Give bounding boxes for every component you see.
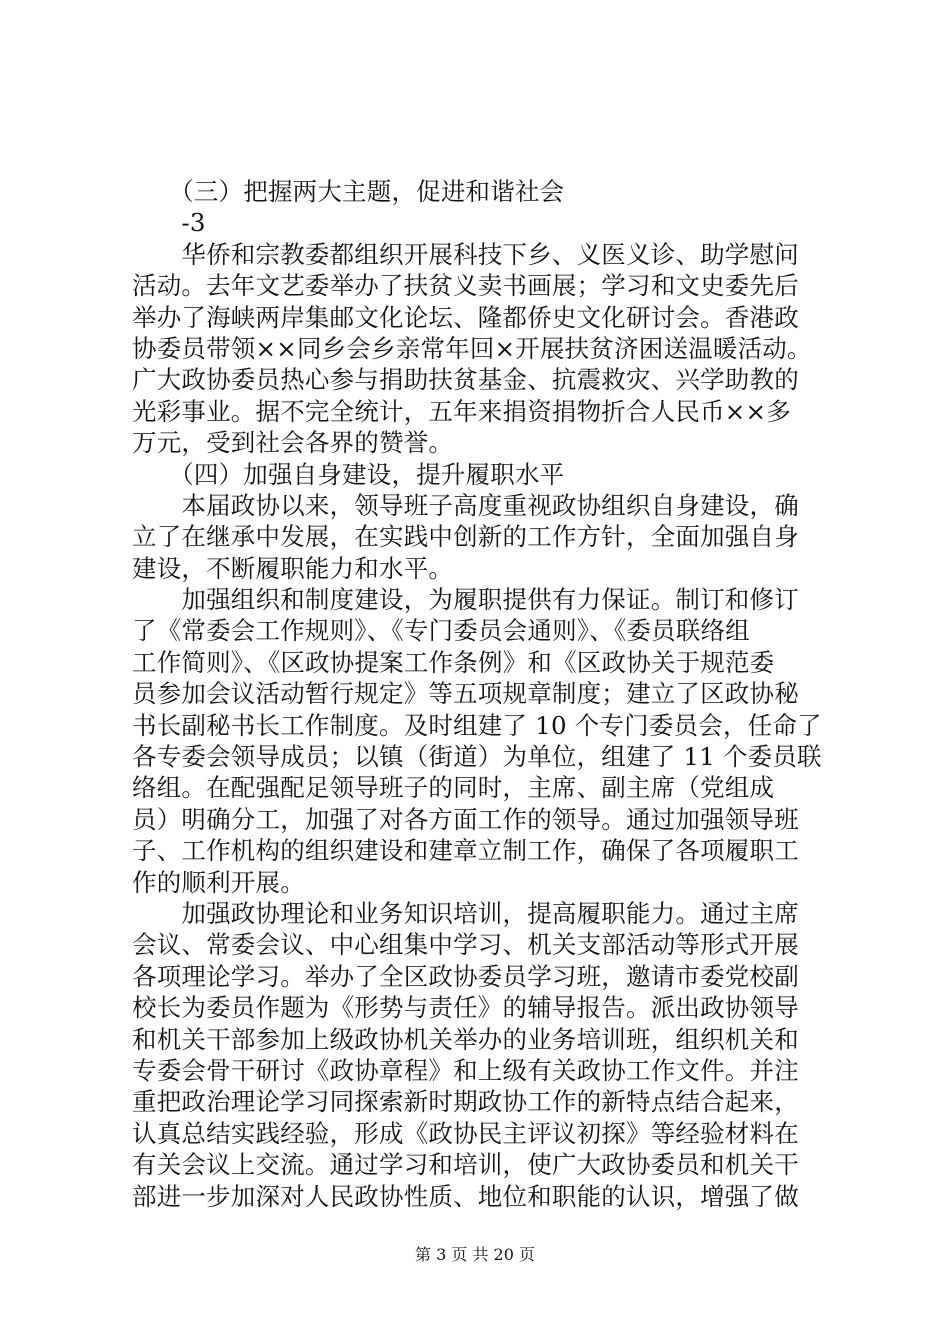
paragraph-line: 员）明确分工，加强了对各方面工作的领导。通过加强领导班 — [132, 804, 799, 834]
paragraph-line: 各专委会领导成员；以镇（街道）为单位，组建了 11 个委员联 — [132, 742, 822, 772]
paragraph-line: 校长为委员作题为《形势与责任》的辅导报告。派出政协领导 — [132, 993, 799, 1023]
paragraph-line: 建设，不断履职能力和水平。 — [132, 553, 454, 583]
paragraph-line: 部进一步加深对人民政协性质、地位和职能的认识，增强了做 — [132, 1181, 799, 1211]
paragraph-line: 和机关干部参加上级政协机关举办的业务培训班，组织机关和 — [132, 1024, 799, 1054]
paragraph-line: 了《常委会工作规则》、《专门委员会通则》、《委员联络组 — [132, 616, 750, 646]
paragraph-line: 加强政协理论和业务知识培训，提高履职能力。通过主席 — [132, 898, 799, 928]
paragraph-line: 广大政协委员热心参与捐助扶贫基金、抗震救灾、兴学助教的 — [132, 365, 799, 395]
paragraph-line: 重把政治理论学习同探索新时期政协工作的新特点结合起来， — [132, 1087, 799, 1117]
paragraph-line: 子、工作机构的组织建设和建章立制工作，确保了各项履职工 — [132, 836, 799, 866]
paragraph-line: 本届政协以来，领导班子高度重视政协组织自身建设，确 — [132, 490, 799, 520]
paragraph-line: 各项理论学习。举办了全区政协委员学习班，邀请市委党校副 — [132, 961, 799, 991]
section-heading-3: （三）把握两大主题，促进和谐社会 — [132, 177, 565, 206]
paragraph-line: 员参加会议活动暂行规定》等五项规章制度；建立了区政协秘 — [132, 679, 799, 709]
section-heading-4: （四）加强自身建设，提升履职水平 — [132, 459, 565, 489]
text-line: -3 — [132, 208, 206, 238]
paragraph-line: 专委会骨干研讨《政协章程》和上级有关政协工作文件。并注 — [132, 1055, 799, 1085]
paragraph-line: 认真总结实践经验，形成《政协民主评议初探》等经验材料在 — [132, 1118, 799, 1148]
paragraph-line: 活动。去年文艺委举办了扶贫义卖书画展；学习和文史委先后 — [132, 271, 799, 301]
paragraph-line: 作的顺利开展。 — [132, 867, 305, 897]
document-body — [132, 176, 828, 1212]
paragraph-line: 万元，受到社会各界的赞誉。 — [132, 428, 454, 458]
paragraph-line: 书长副秘书长工作制度。及时组建了 10 个专门委员会，任命了 — [132, 710, 822, 740]
page-number-footer: 第 3 页 共 20 页 — [415, 1245, 535, 1264]
paragraph-line: 举办了海峡两岸集邮文化论坛、隆都侨史文化研讨会。香港政 — [132, 302, 799, 332]
paragraph-line: 会议、常委会议、中心组集中学习、机关支部活动等形式开展 — [132, 930, 799, 960]
paragraph-line: 工作简则》、《区政协提案工作条例》和《区政协关于规范委 — [132, 647, 775, 677]
paragraph-line: 协委员带领××同乡会乡亲常年回×开展扶贫济困送温暖活动。 — [132, 333, 812, 363]
paragraph-line: 络组。在配强配足领导班子的同时，主席、副主席（党组成 — [132, 773, 775, 803]
paragraph-line: 立了在继承中发展，在实践中创新的工作方针，全面加强自身 — [132, 522, 799, 552]
paragraph-line: 有关会议上交流。通过学习和培训，使广大政协委员和机关干 — [132, 1150, 799, 1180]
paragraph-line: 光彩事业。据不完全统计，五年来捐资捐物折合人民币××多 — [132, 396, 791, 426]
paragraph-line: 华侨和宗教委都组织开展科技下乡、义医义诊、助学慰问 — [132, 239, 799, 269]
paragraph-line: 加强组织和制度建设，为履职提供有力保证。制订和修订 — [132, 585, 799, 615]
